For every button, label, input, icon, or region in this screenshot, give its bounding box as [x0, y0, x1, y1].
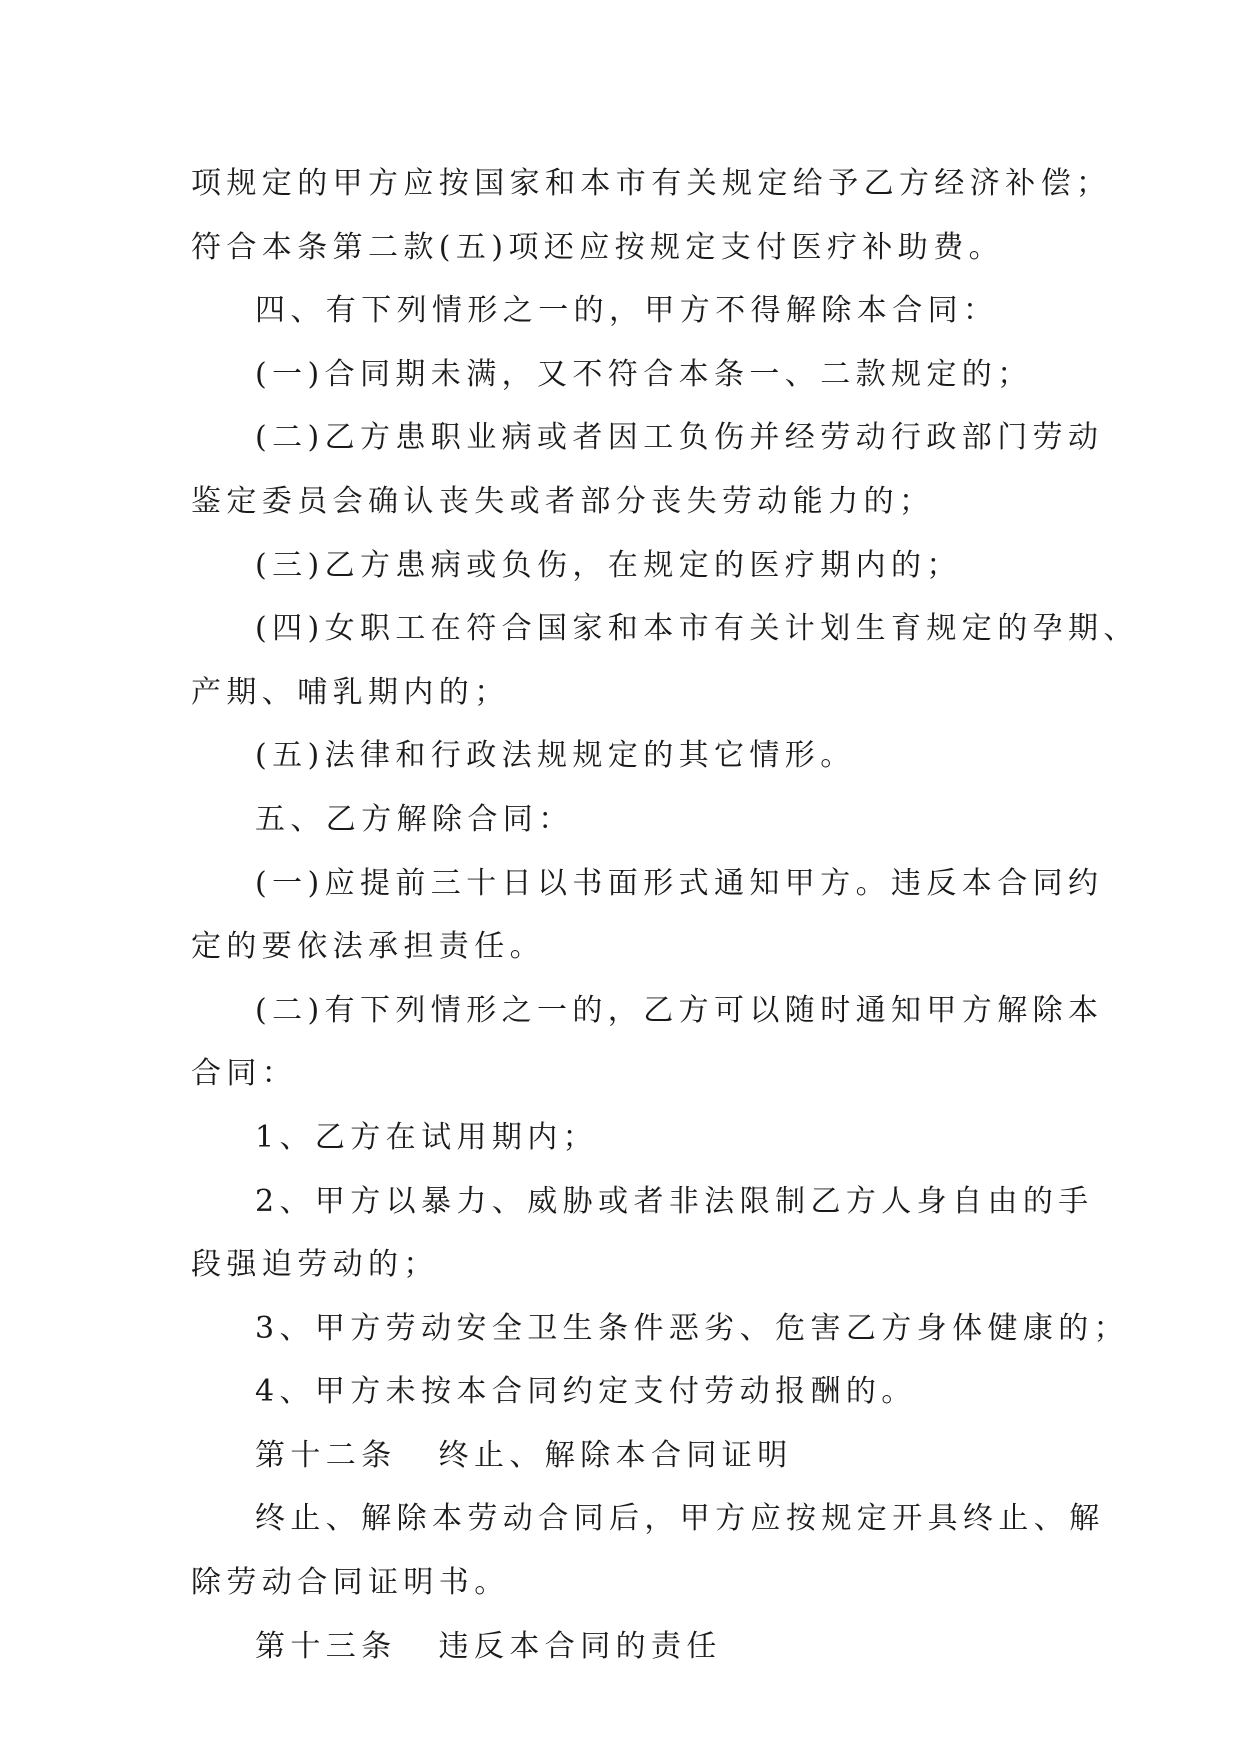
article-title: 违反本合同的责任 — [438, 1628, 722, 1664]
paragraph-line: 项规定的甲方应按国家和本市有关规定给予乙方经济补偿； — [191, 166, 1112, 201]
paragraph-line: 除劳动合同证明书。 — [191, 1565, 510, 1601]
list-item: (一)合同期未满，又不符合本条一、二款规定的； — [255, 356, 1033, 392]
list-item-continuation: 产期、哺乳期内的； — [191, 674, 510, 710]
section-heading: 五、乙方解除合同： — [255, 801, 574, 837]
article-number: 第十二条 — [255, 1437, 397, 1473]
article-title: 终止、解除本合同证明 — [438, 1437, 793, 1473]
list-item: (三)乙方患病或负伤，在规定的医疗期内的； — [255, 547, 962, 583]
article-heading — [191, 1424, 1071, 1488]
numbered-item: 4、甲方未按本合同约定支付劳动报酬的。 — [255, 1374, 917, 1410]
list-item-continuation: 定的要依法承担责任。 — [191, 929, 545, 965]
list-item: (四)女职工在符合国家和本市有关计划生育规定的孕期、 — [255, 611, 1139, 647]
paragraph-line: 终止、解除本劳动合同后，甲方应按规定开具终止、解 — [255, 1501, 1105, 1537]
list-item-continuation: 鉴定委员会确认丧失或者部分丧失劳动能力的； — [191, 483, 935, 519]
numbered-item: 1、乙方在试用期内； — [255, 1119, 599, 1155]
list-item: (二)乙方患职业病或者因工负伤并经劳动行政部门劳动 — [255, 420, 1104, 456]
section-heading: 四、有下列情形之一的，甲方不得解除本合同： — [255, 293, 999, 329]
numbered-item: 2、甲方以暴力、威胁或者非法限制乙方人身自由的手 — [255, 1183, 1094, 1219]
list-item: (二)有下列情形之一的，乙方可以随时通知甲方解除本 — [255, 992, 1104, 1028]
article-heading — [191, 1615, 1071, 1679]
paragraph-line: 符合本条第二款(五)项还应按规定支付医疗补助费。 — [191, 229, 1005, 265]
article-number: 第十三条 — [255, 1628, 397, 1664]
document-body — [191, 152, 1139, 1678]
numbered-item-continuation: 段强迫劳动的； — [191, 1247, 439, 1283]
list-item: (五)法律和行政法规规定的其它情形。 — [255, 738, 856, 774]
list-item-continuation: 合同： — [191, 1056, 298, 1092]
list-item: (一)应提前三十日以书面形式通知甲方。违反本合同约 — [255, 865, 1104, 901]
numbered-item: 3、甲方劳动安全卫生条件恶劣、危害乙方身体健康的； — [255, 1310, 1130, 1346]
